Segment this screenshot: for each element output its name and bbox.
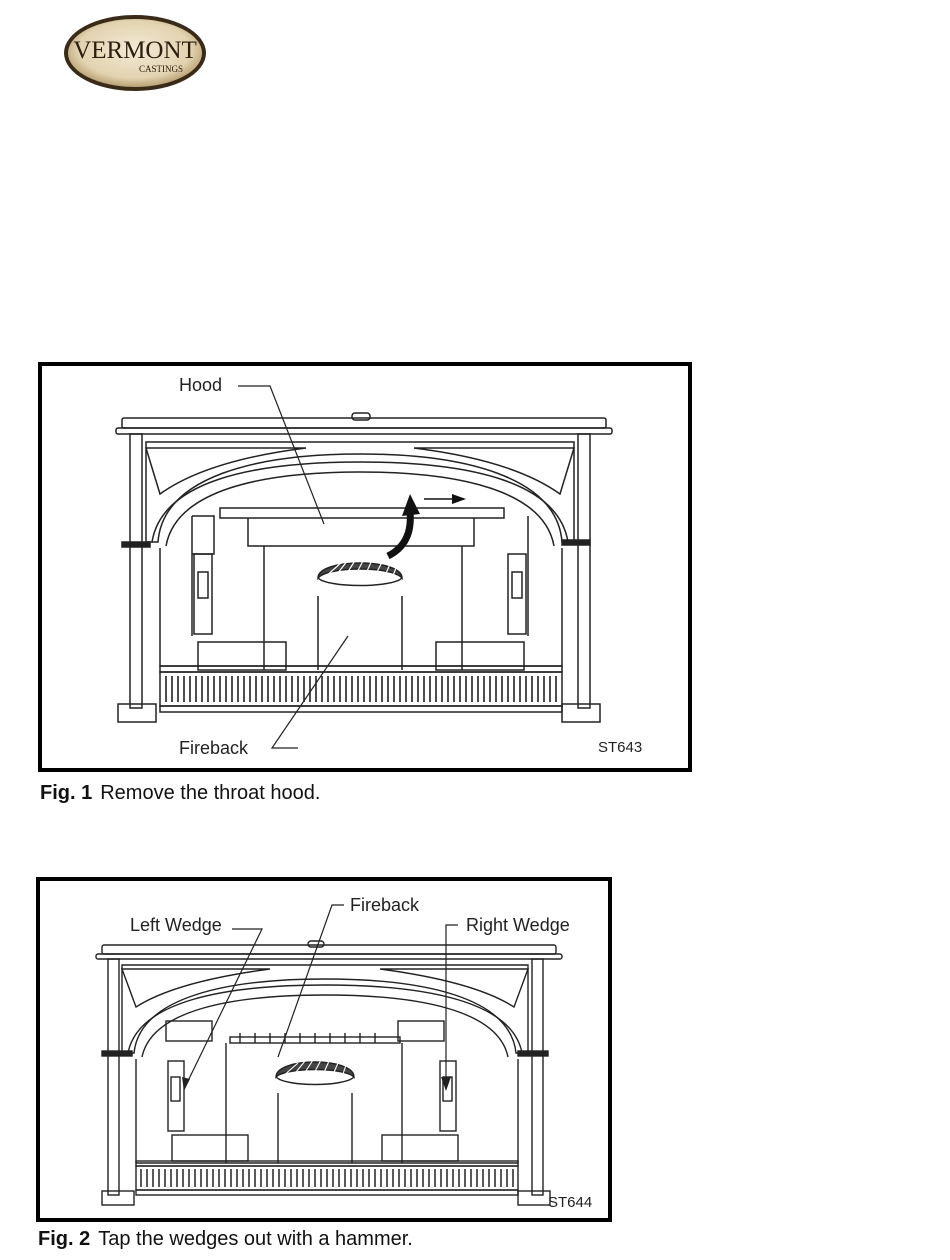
figure-2-caption	[38, 1228, 413, 1251]
figure-2-frame	[36, 877, 612, 1222]
figure-2-stove-drawing	[40, 881, 608, 1218]
vermont-castings-logo	[60, 10, 210, 96]
fireback-label: Fireback	[179, 738, 249, 758]
left-wedge-label: Left Wedge	[130, 915, 222, 935]
logo-brand-line2: CASTINGS	[138, 64, 184, 74]
figure-2-caption-text: Tap the wedges out with a hammer.	[98, 1228, 413, 1250]
fireback-label: Fireback	[350, 895, 420, 915]
figure-2-number: Fig. 2	[38, 1228, 91, 1250]
figure-code: ST643	[598, 739, 643, 756]
figure-code: ST644	[548, 1194, 593, 1211]
figure-1-stove-drawing	[42, 366, 688, 768]
hood-label: Hood	[179, 375, 223, 395]
figure-1-caption	[40, 782, 320, 805]
figure-1-number: Fig. 1	[40, 782, 93, 804]
logo-brand-line1: VERMONT	[73, 37, 197, 64]
right-wedge-label: Right Wedge	[466, 915, 570, 935]
figure-1-frame	[38, 362, 692, 772]
figure-1-caption-text: Remove the throat hood.	[100, 782, 321, 804]
